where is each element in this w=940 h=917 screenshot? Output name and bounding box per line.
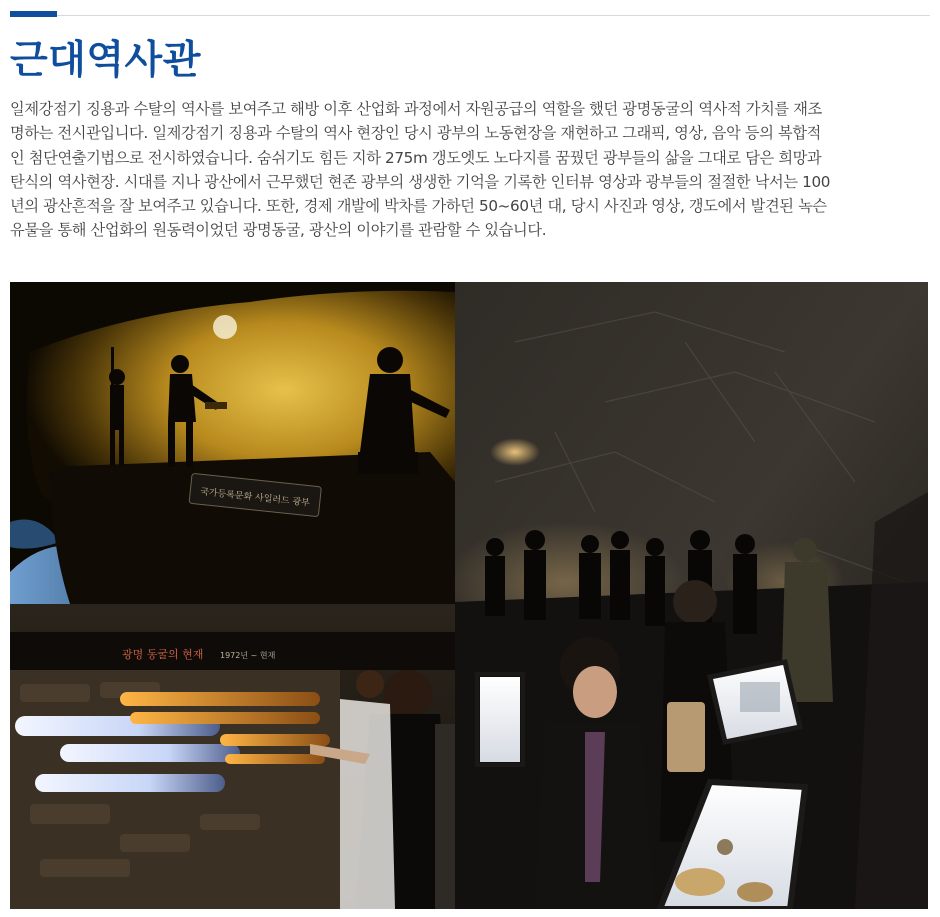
intro-line: 유물을 통해 산업화의 원동력이었던 광명동굴, 광산의 이야기를 관람할 수 있습니다. xyxy=(10,221,547,240)
intro-paragraph xyxy=(10,97,932,243)
photo-miners-reenactment xyxy=(10,282,455,604)
intro-line: 일제강점기 징용과 수탈의 역사를 보여주고 해방 이후 산업화 과정에서 자원공급의 역할을 했던 광명동굴의 역사적 가치를 재조 xyxy=(10,100,822,118)
page-title: 근대역사관 xyxy=(10,38,201,83)
header-accent-bar xyxy=(10,11,57,17)
photo-light-wall-exhibit xyxy=(10,604,455,909)
photo-gallery xyxy=(10,282,928,909)
intro-line: 년의 광산흔적을 잘 보여주고 있습니다. 또한, 경제 개발에 박차를 가하던 50~60년 대, 당시 사진과 영상, 갱도에서 발견된 녹슨 xyxy=(10,197,827,216)
wall-subtitle: 1972년 ~ 현재 xyxy=(220,651,276,660)
intro-line: 인 첨단연출기법으로 전시하였습니다. 숨쉬기도 힘든 지하 275m 갱도엣도 노다지를 꿈꿨던 광부들의 삶을 그대로 담은 희망과 xyxy=(10,148,822,167)
intro-line: 명하는 전시관입니다. 일제강점기 징용과 수탈의 역사 현장인 당시 광부의 노동현장을 재현하고 그래픽, 영상, 음악 등의 복합적 xyxy=(10,124,821,143)
header-divider xyxy=(10,15,930,16)
exhibit-sign-text: 국가등록문화 사일러드 광부 xyxy=(199,487,311,509)
photo-cave-gallery-visitors xyxy=(455,282,928,909)
wall-title: 광명 동굴의 현재 xyxy=(122,648,204,661)
intro-line: 탄식의 역사현장. 시대를 지나 광산에서 근무했던 현존 광부의 생생한 기억을 기록한 인터뷰 영상과 광부들의 절절한 낙서는 100 xyxy=(10,172,831,191)
